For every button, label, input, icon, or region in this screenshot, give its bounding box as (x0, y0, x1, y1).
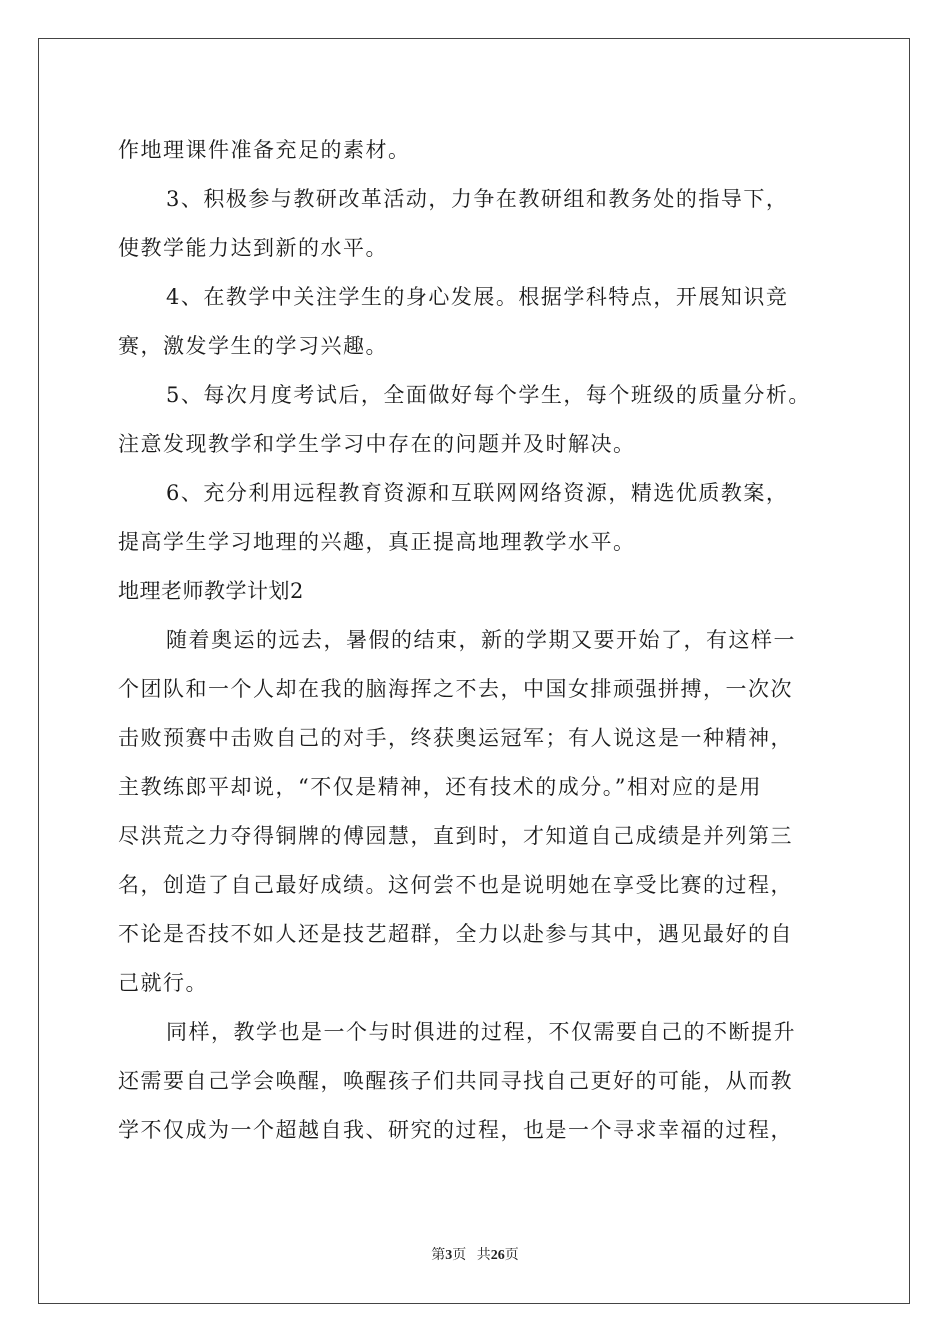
document-body (118, 126, 838, 1155)
text-line: 尽洪荒之力夺得铜牌的傅园慧，直到时，才知道自己成绩是并列第三 (118, 824, 793, 848)
text-line: 随着奥运的远去，暑假的结束，新的学期又要开始了，有这样一 (166, 628, 796, 652)
text-line: 赛，激发学生的学习兴趣。 (118, 334, 388, 358)
text-line: 3、积极参与教研改革活动，力争在教研组和教务处的指导下， (166, 187, 789, 211)
text-line: 提高学生学习地理的兴趣，真正提高地理教学水平。 (118, 530, 636, 554)
footer-total-prefix: 共 (476, 1248, 491, 1263)
text-line: 注意发现教学和学生学习中存在的问题并及时解决。 (118, 432, 636, 456)
text-line: 己就行。 (118, 971, 208, 995)
text-line: 个团队和一个人却在我的脑海挥之不去，中国女排顽强拼搏，一次次 (118, 677, 793, 701)
footer-total-unit: 页 (504, 1248, 519, 1263)
text-line: 作地理课件准备充足的素材。 (118, 138, 411, 162)
text-line: 主教练郎平却说，“不仅是精神，还有技术的成分。”相对应的是用 (118, 775, 762, 799)
footer-prefix: 第 (431, 1248, 446, 1263)
footer-total-pages: 26 (490, 1248, 505, 1263)
footer-page-unit: 页 (452, 1248, 467, 1263)
text-line: 名，创造了自己最好成绩。这何尝不也是说明她在享受比赛的过程， (118, 873, 793, 897)
text-line: 不论是否技不如人还是技艺超群，全力以赴参与其中，遇见最好的自 (118, 922, 793, 946)
text-line: 击败预赛中击败自己的对手，终获奥运冠军；有人说这是一种精神， (118, 726, 793, 750)
footer-current-page: 3 (445, 1248, 453, 1263)
text-line: 使教学能力达到新的水平。 (118, 236, 388, 260)
text-line: 同样，教学也是一个与时俱进的过程，不仅需要自己的不断提升 (166, 1020, 796, 1044)
text-line: 5、每次月度考试后，全面做好每个学生，每个班级的质量分析。 (166, 383, 811, 407)
text-line: 4、在教学中关注学生的身心发展。根据学科特点，开展知识竞 (166, 285, 789, 309)
text-line: 还需要自己学会唤醒，唤醒孩子们共同寻找自己更好的可能，从而教 (118, 1069, 793, 1093)
page-footer (0, 1244, 950, 1264)
section-heading: 地理老师教学计划2 (118, 579, 304, 603)
text-line: 学不仅成为一个超越自我、研究的过程，也是一个寻求幸福的过程， (118, 1118, 793, 1142)
text-line: 6、充分利用远程教育资源和互联网网络资源，精选优质教案， (166, 481, 789, 505)
